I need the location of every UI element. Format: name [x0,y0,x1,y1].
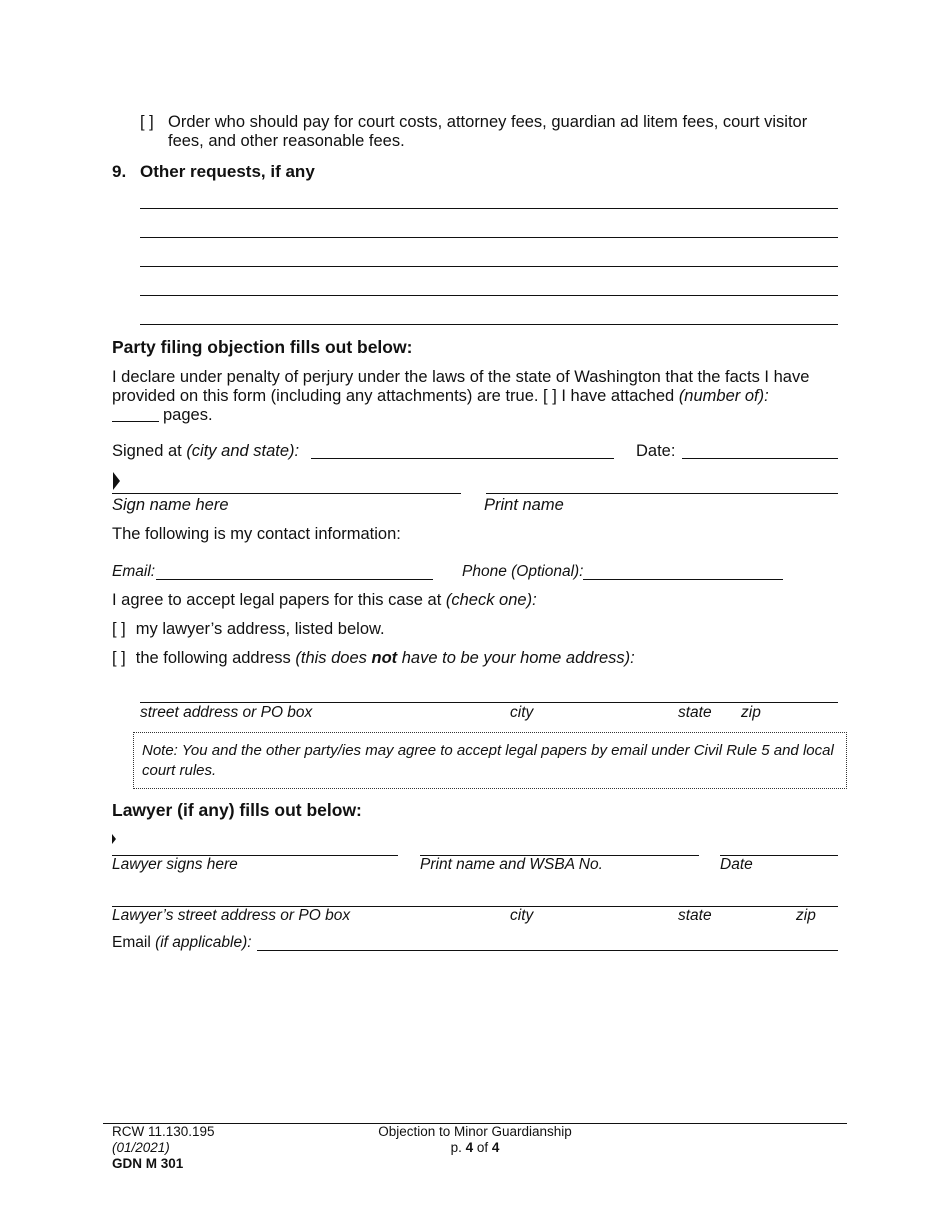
lawyer-heading: Lawyer (if any) fills out below: [112,800,362,820]
page-of: of [473,1140,492,1155]
court-fees-text-line2: fees, and other reasonable fees. [168,132,405,150]
sign-here-arrow-icon [113,472,120,490]
section-9-number: 9. [112,162,127,181]
other-requests-line-1[interactable] [140,208,838,209]
phone-label: Phone (Optional): [462,563,584,580]
pages-count-field[interactable] [112,421,159,422]
print-name-label: Print name [484,496,564,514]
signed-at-field[interactable] [311,458,614,459]
option-lawyer-address [112,620,385,639]
page-current: 4 [465,1140,474,1155]
party-address-field[interactable] [140,702,838,703]
lawyer-date-label: Date [720,856,753,873]
street-address-label: street address or PO box [140,704,313,721]
option-following-address [112,649,635,668]
other-requests-line-5[interactable] [140,324,838,325]
signed-at-text: Signed at [112,442,187,460]
sign-name-label: Sign name here [112,496,229,514]
footer-date-code: (01/2021) [112,1140,170,1155]
lawyer-sign-arrow-icon [112,834,116,844]
contact-intro: The following is my contact information: [112,525,401,543]
declaration-line2 [112,387,769,406]
page-total: 4 [491,1140,500,1155]
lawyer-state-label: state [678,907,712,924]
section-9-title: Other requests, if any [140,162,315,181]
footer-form-title: Objection to Minor Guardianship [378,1124,572,1139]
date-label: Date: [636,442,676,460]
lawyer-print-name-label: Print name and WSBA No. [420,856,603,873]
declaration-line1: I declare under penalty of perjury under the laws of the state of Washington that the facts I have [112,368,810,386]
lawyer-email-label [112,934,252,952]
signed-at-label [112,442,299,461]
pages-label: pages. [163,406,213,424]
checkbox-following-address[interactable]: [ ] [112,649,126,667]
following-address-not: not [371,649,398,667]
city-label: city [510,704,534,721]
email-field[interactable] [156,579,433,580]
lawyer-street-label: Lawyer’s street address or PO box [112,907,351,924]
check-one-label: (check one): [445,591,537,609]
other-requests-line-3[interactable] [140,266,838,267]
footer-form-code: GDN M 301 [112,1156,184,1171]
zip-label: zip [741,704,761,721]
party-heading: Party filing objection fills out below: [112,337,413,357]
footer-rcw: RCW 11.130.195 [112,1124,215,1139]
lawyer-city-label: city [510,907,534,924]
other-requests-line-4[interactable] [140,295,838,296]
city-state-label: (city and state): [186,442,300,460]
page-prefix: p. [450,1140,466,1155]
state-label: state [678,704,712,721]
following-address-note-b: have to be your home address): [397,649,635,667]
following-address-text: the following address [135,649,296,667]
checkbox-court-fees[interactable]: [ ] [140,113,154,131]
court-fees-text-line1: Order who should pay for court costs, attorney fees, guardian ad litem fees, court visitor [168,113,808,131]
lawyer-address-text: my lawyer’s address, listed below. [135,620,385,638]
lawyer-email-text: Email [112,934,156,951]
following-address-note-a: (this does [295,649,372,667]
declaration-line2-text: provided on this form (including any attachments) are true. [ ] I have attached [112,387,679,405]
phone-field[interactable] [583,579,783,580]
accept-papers-text: I agree to accept legal papers for this case at [112,591,446,609]
number-of-label: (number of): [678,387,769,405]
lawyer-email-field[interactable] [257,950,838,951]
sign-name-field[interactable] [112,493,461,494]
date-field[interactable] [682,458,838,459]
email-label: Email: [112,563,156,580]
accept-papers-label [112,591,537,610]
lawyer-zip-label: zip [796,907,816,924]
if-applicable-label: (if applicable): [155,934,252,951]
lawyer-signs-label: Lawyer signs here [112,856,238,873]
checkbox-lawyer-address[interactable]: [ ] [112,620,126,638]
other-requests-line-2[interactable] [140,237,838,238]
email-service-note: Note: You and the other party/ies may agree to accept legal papers by email under Civil Rule 5 and local court rules. [133,732,847,789]
footer-page-number [451,1140,500,1155]
print-name-field[interactable] [486,493,838,494]
